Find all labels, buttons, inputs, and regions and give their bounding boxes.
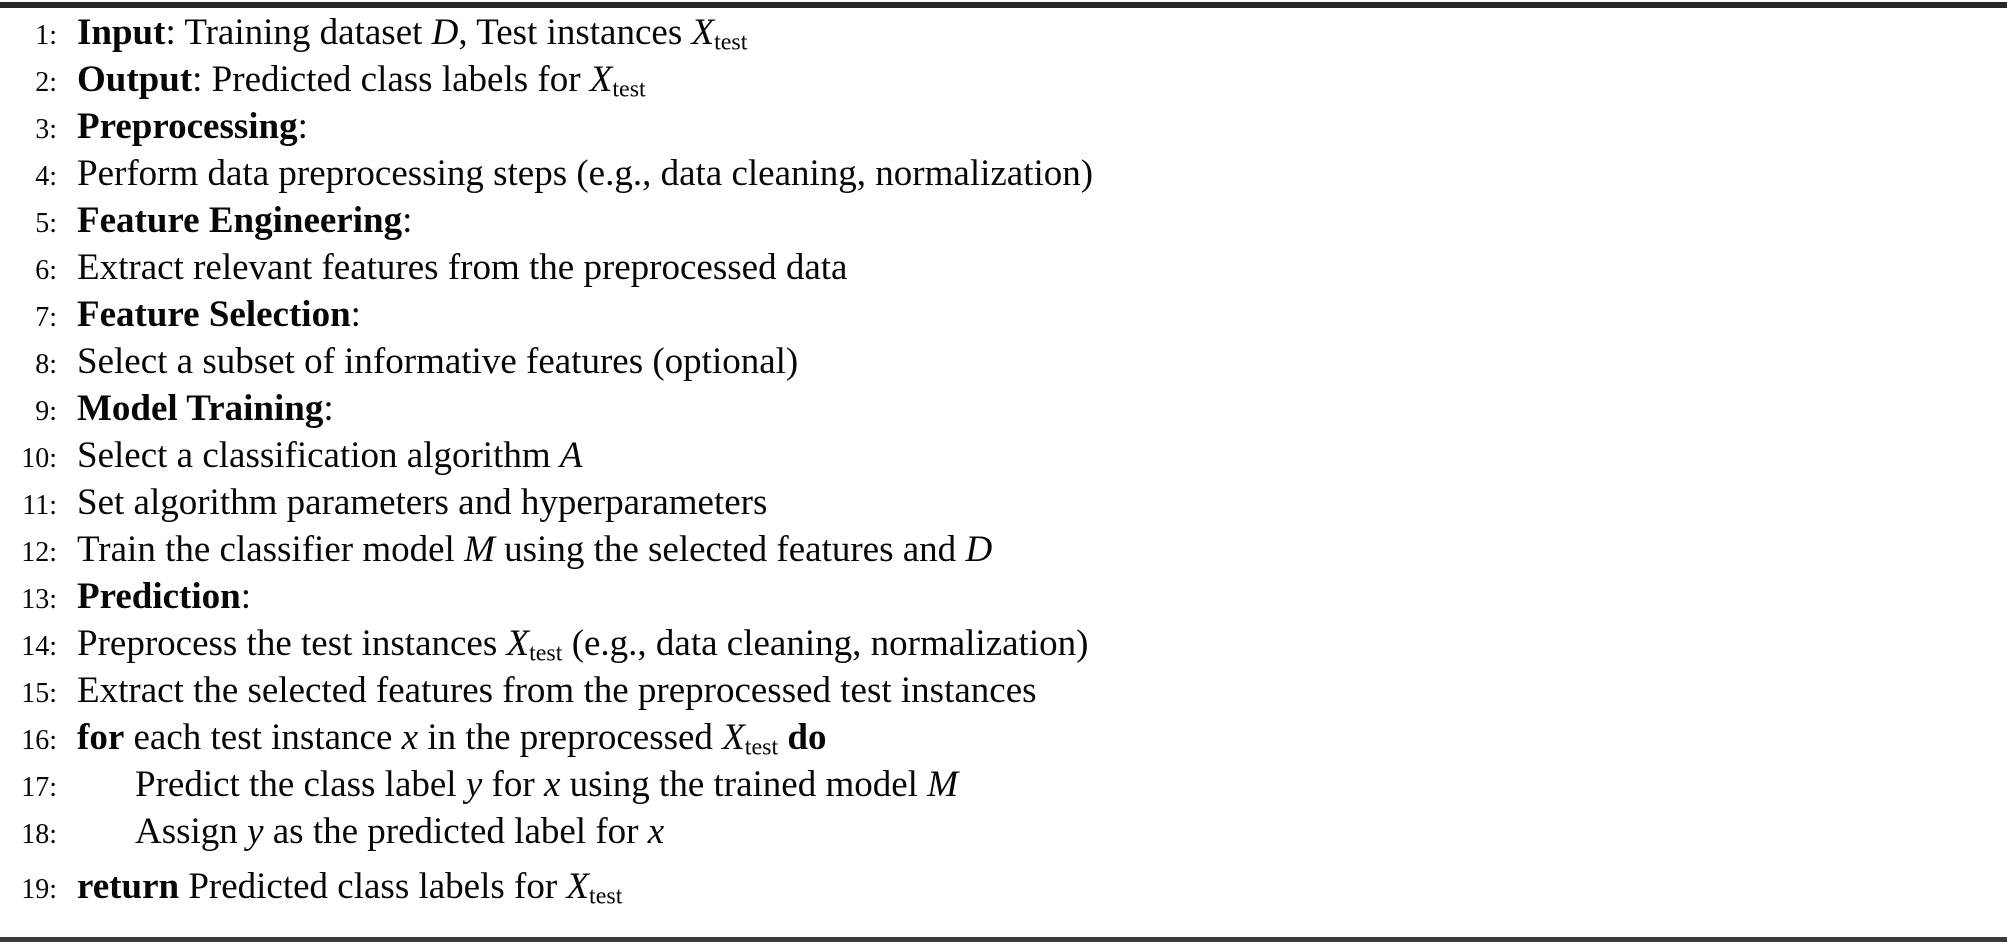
algorithm-line (0, 620, 2007, 667)
text-segment-italic: y (247, 811, 264, 852)
algorithm-line (0, 291, 2007, 338)
line-number: 12: (21, 537, 57, 568)
top-rule (0, 2, 2007, 8)
text-segment-normal: , Test instances (458, 12, 692, 53)
text-segment-normal: Select a subset of informative features (optional) (77, 341, 799, 382)
text-segment-bold: for (77, 717, 125, 758)
bottom-rule (0, 937, 2007, 942)
line-text (77, 150, 1093, 197)
text-segment-italic: y (465, 764, 483, 805)
text-segment-italic: M (927, 764, 959, 805)
text-segment-bold: Prediction (77, 576, 241, 617)
line-number: 4: (35, 161, 57, 192)
algorithm-listing (0, 9, 2007, 910)
text-segment-sub: test (589, 883, 623, 910)
text-segment-bold: do (787, 717, 827, 758)
line-text (77, 103, 308, 150)
line-text (77, 338, 798, 385)
text-segment-italic: D (965, 529, 993, 570)
text-segment-sub: test (744, 734, 779, 761)
text-segment-normal: Select a classification algorithm (77, 435, 560, 476)
text-segment-normal (778, 717, 787, 758)
line-number: 6: (35, 255, 57, 286)
algorithm-line (0, 526, 2007, 573)
text-segment-italic: X (691, 12, 715, 53)
text-segment-italic: X (566, 866, 590, 907)
text-segment-bold: Preprocessing (77, 106, 298, 147)
text-segment-bold: Model Training (77, 388, 324, 429)
line-number: 15: (21, 678, 57, 709)
text-segment-normal: Assign (135, 811, 248, 852)
algorithm-line (0, 197, 2007, 244)
text-segment-italic: x (401, 717, 419, 758)
line-number: 1: (35, 20, 57, 51)
text-segment-normal: each test instance (124, 717, 402, 758)
algorithm-line (0, 761, 2007, 808)
text-segment-italic: M (464, 529, 495, 570)
text-segment-normal: Set algorithm parameters and hyperparameters (77, 482, 768, 523)
line-number: 17: (21, 772, 57, 803)
text-segment-italic: A (559, 435, 583, 476)
text-segment-normal: Perform data preprocessing steps (e.g., data cleaning, normalization) (77, 153, 1094, 194)
algorithm-line (0, 56, 2007, 103)
text-segment-italic: D (431, 12, 459, 53)
text-segment-sub: test (529, 640, 563, 667)
algorithm-line (0, 667, 2007, 714)
text-segment-bold: Feature Selection (77, 294, 351, 335)
text-segment-normal: Preprocess the test instances (77, 623, 507, 664)
line-text (77, 197, 412, 244)
text-segment-normal: (e.g., data cleaning, normalization) (562, 623, 1089, 664)
line-number: 5: (35, 208, 57, 239)
text-segment-normal: Train the classifier model (77, 529, 465, 570)
text-segment-normal: Predict the class label (135, 764, 466, 805)
text-segment-normal: : (297, 106, 308, 147)
text-segment-italic: x (543, 764, 561, 805)
text-segment-normal: as the predicted label for (263, 811, 648, 852)
text-segment-normal: in the preprocessed (418, 717, 723, 758)
line-number: 8: (35, 349, 57, 380)
algorithm-line (0, 808, 2007, 855)
text-segment-normal: : (350, 294, 361, 335)
text-segment-normal: using the trained model (560, 764, 928, 805)
text-segment-italic: x (647, 811, 665, 852)
text-segment-sub: test (612, 76, 646, 103)
algorithm-line (0, 385, 2007, 432)
algorithm-line (0, 338, 2007, 385)
line-number: 9: (35, 396, 57, 427)
text-segment-normal: Extract relevant features from the preprocessed data (77, 247, 848, 288)
algorithm-line (0, 244, 2007, 291)
text-segment-normal: : Training dataset (165, 12, 432, 53)
text-segment-italic: X (589, 59, 613, 100)
algorithm-line (0, 150, 2007, 197)
line-text (77, 863, 622, 920)
text-segment-normal: using the selected features and (494, 529, 966, 570)
text-segment-normal: : (402, 200, 413, 241)
line-number: 14: (21, 631, 57, 662)
line-number: 19: (21, 874, 57, 905)
line-text (77, 385, 334, 432)
algorithm-line (0, 9, 2007, 56)
line-number: 10: (21, 443, 57, 474)
line-number: 18: (21, 819, 57, 850)
line-text (77, 291, 361, 338)
line-number: 2: (35, 67, 57, 98)
line-number: 7: (35, 302, 57, 333)
text-segment-normal: for (482, 764, 544, 805)
line-text (77, 432, 583, 479)
text-segment-bold: return (77, 866, 180, 907)
text-segment-normal: Predicted class labels for (179, 866, 567, 907)
algorithm-line (0, 863, 2007, 910)
text-segment-bold: Output (77, 59, 193, 100)
line-text (135, 808, 664, 855)
algorithm-line (0, 103, 2007, 150)
text-segment-normal: : Predicted class labels for (192, 59, 590, 100)
line-text (77, 526, 992, 573)
line-text (135, 761, 958, 808)
text-segment-normal: : (240, 576, 252, 617)
line-text (77, 479, 767, 526)
algorithm-line (0, 714, 2007, 761)
text-segment-normal: Extract the selected features from the preprocessed test instances (77, 670, 1037, 711)
algorithm-line (0, 432, 2007, 479)
line-number: 13: (21, 584, 57, 615)
text-segment-normal: : (323, 388, 334, 429)
line-number: 3: (35, 114, 57, 145)
line-number: 11: (22, 490, 57, 521)
text-segment-italic: X (506, 623, 530, 664)
text-segment-italic: X (722, 717, 745, 758)
text-segment-sub: test (714, 29, 748, 56)
text-segment-bold: Feature Engineering (77, 200, 403, 241)
algorithm-line (0, 479, 2007, 526)
algorithm-line (0, 573, 2007, 620)
line-text (77, 667, 1037, 714)
line-text (77, 573, 251, 620)
text-segment-bold: Input (77, 12, 166, 53)
line-text (77, 244, 847, 291)
line-number: 16: (21, 725, 57, 756)
